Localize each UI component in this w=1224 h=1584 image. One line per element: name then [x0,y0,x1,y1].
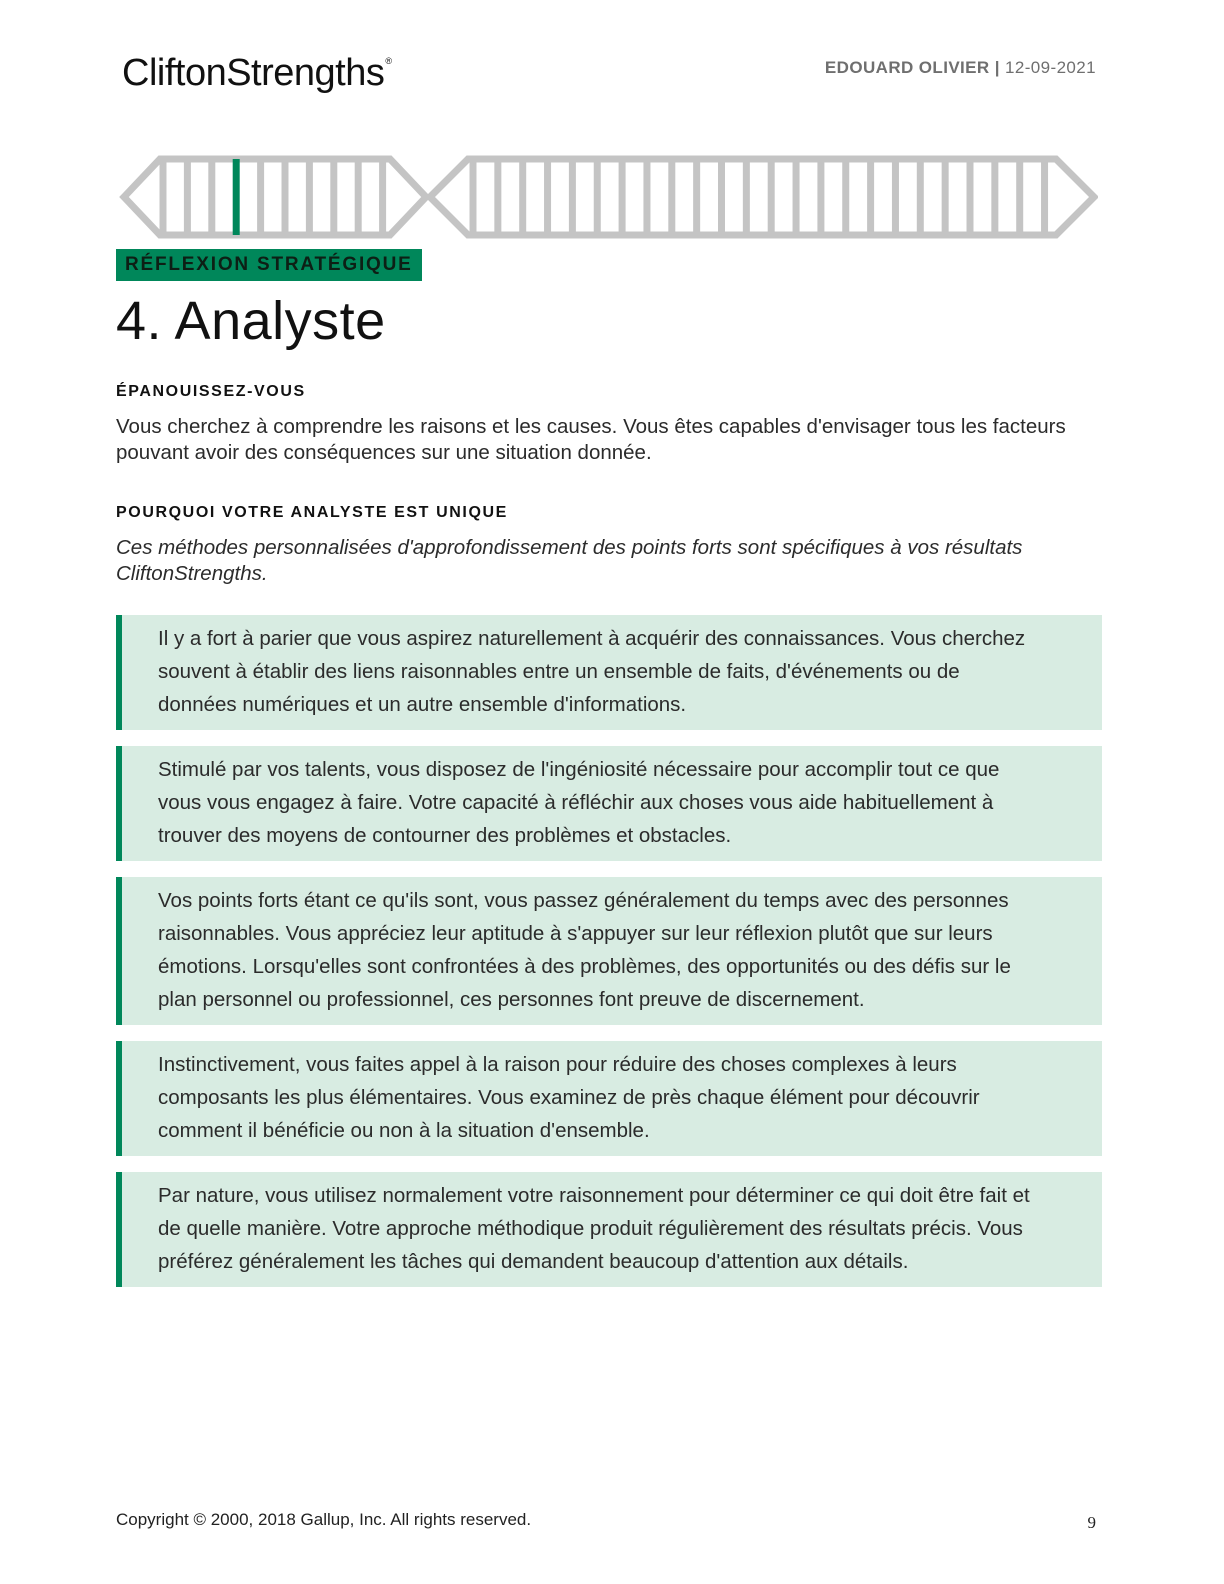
report-date: 12-09-2021 [1005,58,1096,77]
rank-tick [160,159,167,235]
unique-heading: POURQUOI VOTRE ANALYSTE EST UNIQUE [116,504,508,521]
rank-tick [643,159,650,235]
category-badge: RÉFLEXION STRATÉGIQUE [116,249,422,281]
rank-tick [208,159,215,235]
insights-list [116,615,1102,1303]
rank-tick [1041,159,1048,235]
theme-rank-bar [118,152,1098,242]
rank-tick [991,159,998,235]
rank-tick [693,159,700,235]
rank-tick [743,159,750,235]
theme-title: 4. Analyste [116,291,386,351]
page-number: 9 [1087,1513,1096,1532]
unique-intro: Ces méthodes personnalisées d'approfondissement des points forts sont spécifiques à vos résultats CliftonStrengths. [116,536,1023,585]
rank-tick [544,159,551,235]
rank-tick [619,159,626,235]
rank-tick [942,159,949,235]
insight-card: Stimulé par vos talents, vous disposez de l'ingéniosité nécessaire pour accomplir tout ce que vous vous engagez à faire. Votre capacité à réfléchir aux choses vous aide habituellement à trouver des moyens de contourner des problèmes et obstacles. [116,746,1102,861]
rank-tick [306,159,313,235]
copyright-notice: Copyright © 2000, 2018 Gallup, Inc. All rights reserved. [116,1510,532,1529]
person-name: EDOUARD OLIVIER [824,58,990,77]
rank-tick [867,159,874,235]
rank-tick [768,159,775,235]
rank-tick [793,159,800,235]
rank-tick [257,159,264,235]
rank-tick [379,159,386,235]
meta-separator: | [994,58,1000,77]
clifton-strengths-logo [122,52,392,95]
rank-tick [282,159,289,235]
insight-card: Vos points forts étant ce qu'ils sont, vous passez généralement du temps avec des personnes raisonnables. Vous appréciez leur aptitude à s'appuyer sur leur réflexion plutôt que sur leurs émotions. Lorsqu'elles sont confrontées à des problèmes, des opportunités ou des défis sur le plan personnel ou professionnel, ces personnes font preuve de discernement. [116,877,1102,1025]
insight-card: Instinctivement, vous faites appel à la raison pour réduire des choses complexes à leurs composants les plus élémentaires. Vous examinez de près chaque élément pour découvrir comment il bénéficie ou non à la situation d'ensemble. [116,1041,1102,1156]
rank-tick [718,159,725,235]
rank-tick [1016,159,1023,235]
rank-tick [330,159,337,235]
rank-tick [892,159,899,235]
brand-name: CliftonStrengths [122,52,385,94]
rank-tick [355,159,362,235]
insight-card: Par nature, vous utilisez normalement votre raisonnement pour déterminer ce qui doit être fait et de quelle manière. Votre approche méthodique produit régulièrement des résultats précis. Vous préférez généralement les tâches qui demandent beaucoup d'attention aux détails. [116,1172,1102,1287]
insight-card: Il y a fort à parier que vous aspirez naturellement à acquérir des connaissances. Vous cherchez souvent à établir des liens raisonnables entre un ensemble de faits, d'événements ou de données numériques et un autre ensemble d'informations. [116,615,1102,730]
rank-tick [519,159,526,235]
rank-tick [668,159,675,235]
rank-tick [184,159,191,235]
rank-tick [967,159,974,235]
rank-tick [842,159,849,235]
rank-tick [470,159,477,235]
rank-tick [494,159,501,235]
rank-tick [817,159,824,235]
thrive-heading: ÉPANOUISSEZ-VOUS [116,383,306,400]
rank-tick [594,159,601,235]
report-meta [825,58,1096,78]
thrive-text: Vous cherchez à comprendre les raisons et les causes. Vous êtes capables d'envisager tous les facteurs pouvant avoir des conséquences sur une situation donnée. [116,415,1066,464]
rank-tick-highlighted [233,159,240,235]
rank-tick [569,159,576,235]
registered-mark: ® [385,56,392,66]
rank-tick [917,159,924,235]
